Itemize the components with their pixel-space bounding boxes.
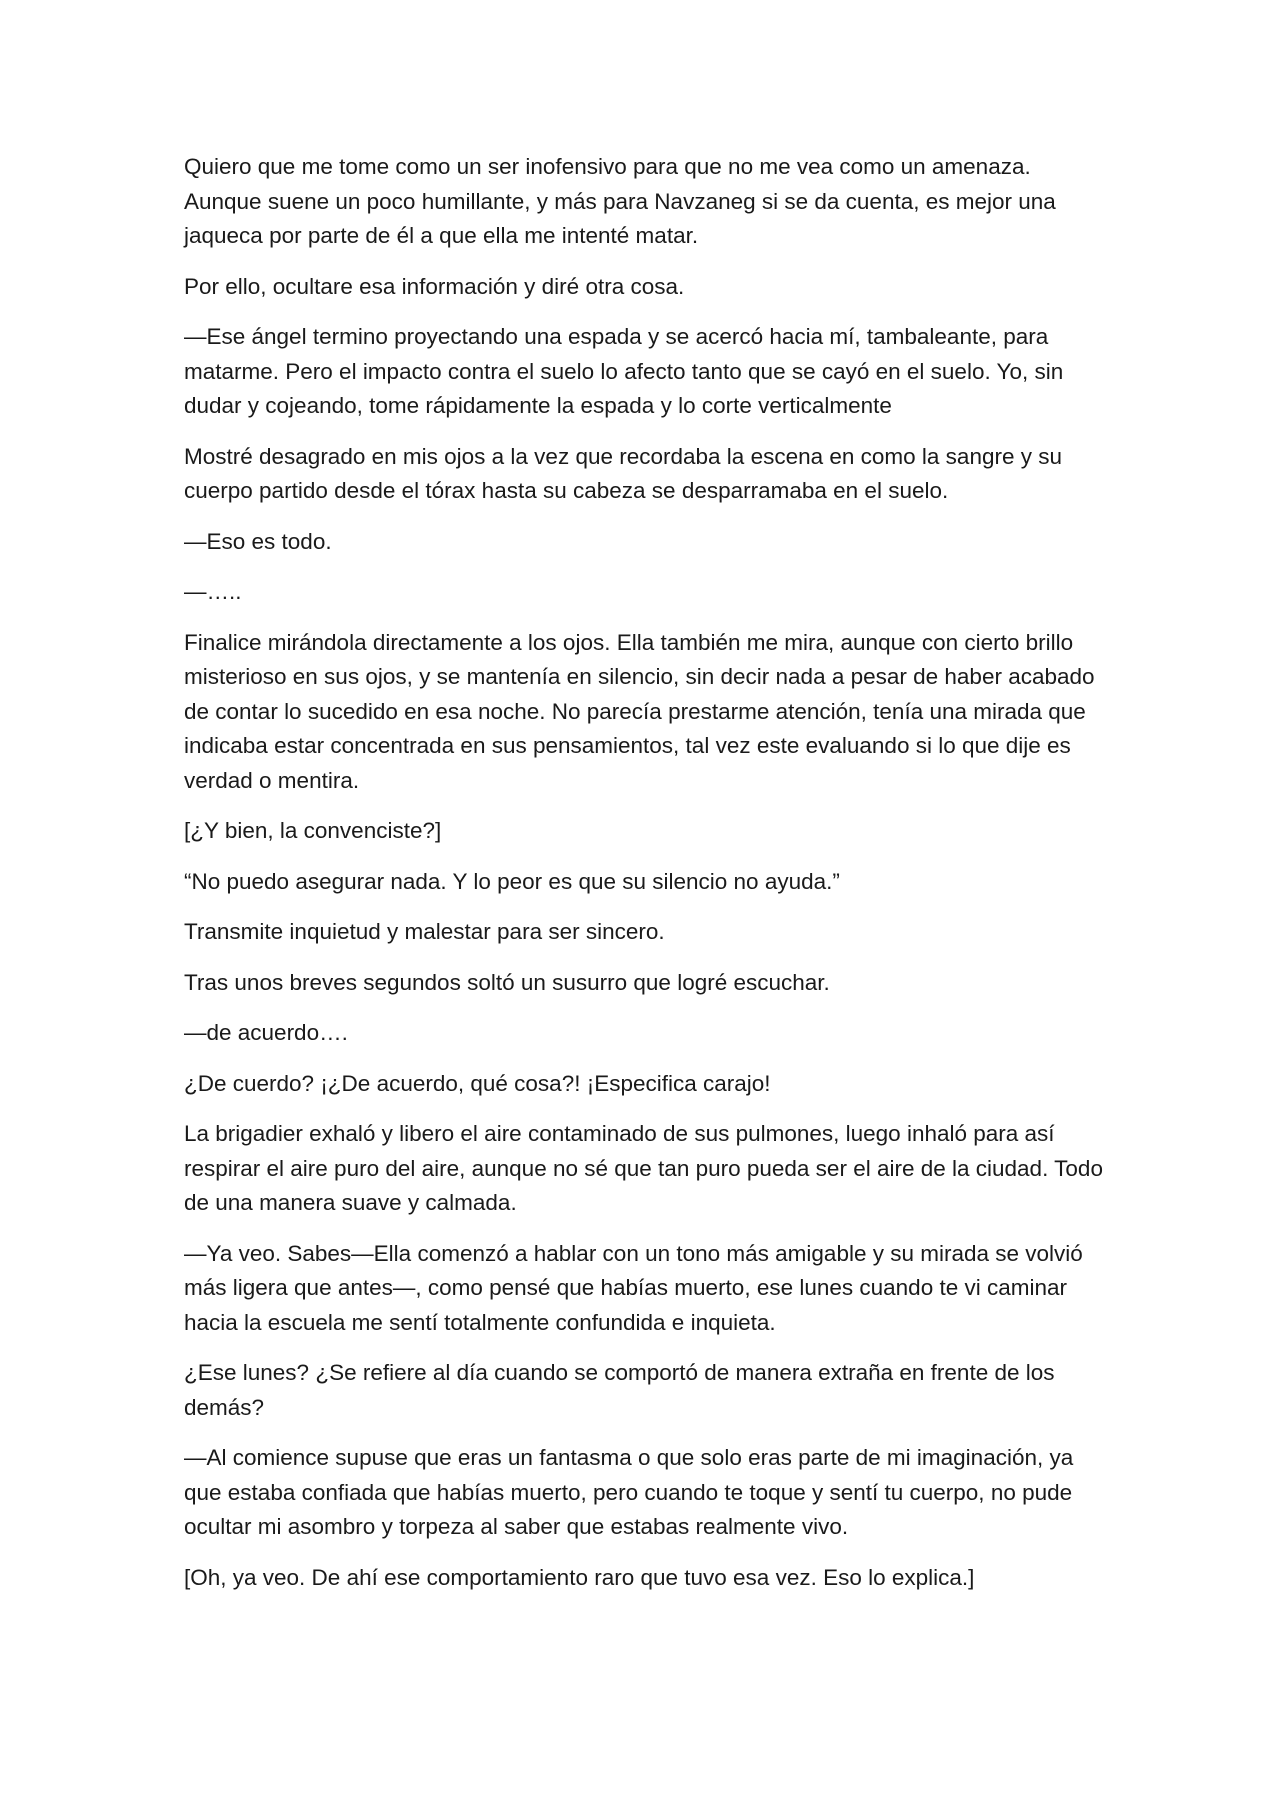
paragraph-16: ¿Ese lunes? ¿Se refiere al día cuando se comportó de manera extraña en frente de los demás? xyxy=(184,1360,1055,1420)
paragraph-6: —….. xyxy=(184,579,242,604)
paragraph-1: Quiero que me tome como un ser inofensivo para que no me vea como un amenaza. Aunque suene un poco humillante, y más para Navzaneg si se da cuenta, es mejor una jaqueca por parte de él a que ella me intenté matar. xyxy=(184,154,1056,248)
paragraph-9: “No puedo asegurar nada. Y lo peor es que su silencio no ayuda.” xyxy=(184,868,840,894)
document-page xyxy=(184,150,1104,1611)
paragraph-18: [Oh, ya veo. De ahí ese comportamiento raro que tuvo esa vez. Eso lo explica.] xyxy=(184,1564,975,1590)
paragraph-14: La brigadier exhaló y libero el aire contaminado de sus pulmones, luego inhaló para así respirar el aire puro del aire, aunque no sé que tan puro pueda ser el aire de la ciudad. Todo de una manera suave y calmada. xyxy=(184,1121,1103,1215)
paragraph-7: Finalice mirándola directamente a los ojos. Ella también me mira, aunque con cierto brillo misterioso en sus ojos, y se mantenía en silencio, sin decir nada a pesar de haber acabado de contar lo sucedido en esa noche. No parecía prestarme atención, tenía una mirada que indicaba estar concentrada en sus pensamientos, tal vez este evaluando si lo que dije es verdad o mentira. xyxy=(184,629,1095,793)
paragraph-10: Transmite inquietud y malestar para ser sincero. xyxy=(184,919,665,944)
paragraph-4: Mostré desagrado en mis ojos a la vez que recordaba la escena en como la sangre y su cuerpo partido desde el tórax hasta su cabeza se desparramaba en el suelo. xyxy=(184,443,1062,503)
paragraph-8: [¿Y bien, la convenciste?] xyxy=(184,818,442,843)
paragraph-3: —Ese ángel termino proyectando una espada y se acercó hacia mí, tambaleante, para matarme. Pero el impacto contra el suelo lo afecto tanto que se cayó en el suelo. Yo, sin dudar y cojeando, tome rápidamente la espada y lo corte verticalmente xyxy=(184,324,1064,418)
paragraph-13: ¿De cuerdo? ¡¿De acuerdo, qué cosa?! ¡Especifica carajo! xyxy=(184,1070,771,1096)
paragraph-11: Tras unos breves segundos soltó un susurro que logré escuchar. xyxy=(184,969,830,995)
paragraph-5: —Eso es todo. xyxy=(184,528,332,554)
paragraph-15: —Ya veo. Sabes—Ella comenzó a hablar con un tono más amigable y su mirada se volvió más ligera que antes—, como pensé que habías muerto, ese lunes cuando te vi caminar hacia la escuela me sentí totalmente confundida e inquieta. xyxy=(184,1240,1083,1335)
paragraph-17: —Al comience supuse que eras un fantasma o que solo eras parte de mi imaginación, ya que estaba confiada que habías muerto, pero cuando te toque y sentí tu cuerpo, no pude ocultar mi asombro y torpeza al saber que estabas realmente vivo. xyxy=(184,1445,1074,1539)
paragraph-2: Por ello, ocultare esa información y diré otra cosa. xyxy=(184,273,685,299)
paragraph-12: —de acuerdo…. xyxy=(184,1020,348,1045)
